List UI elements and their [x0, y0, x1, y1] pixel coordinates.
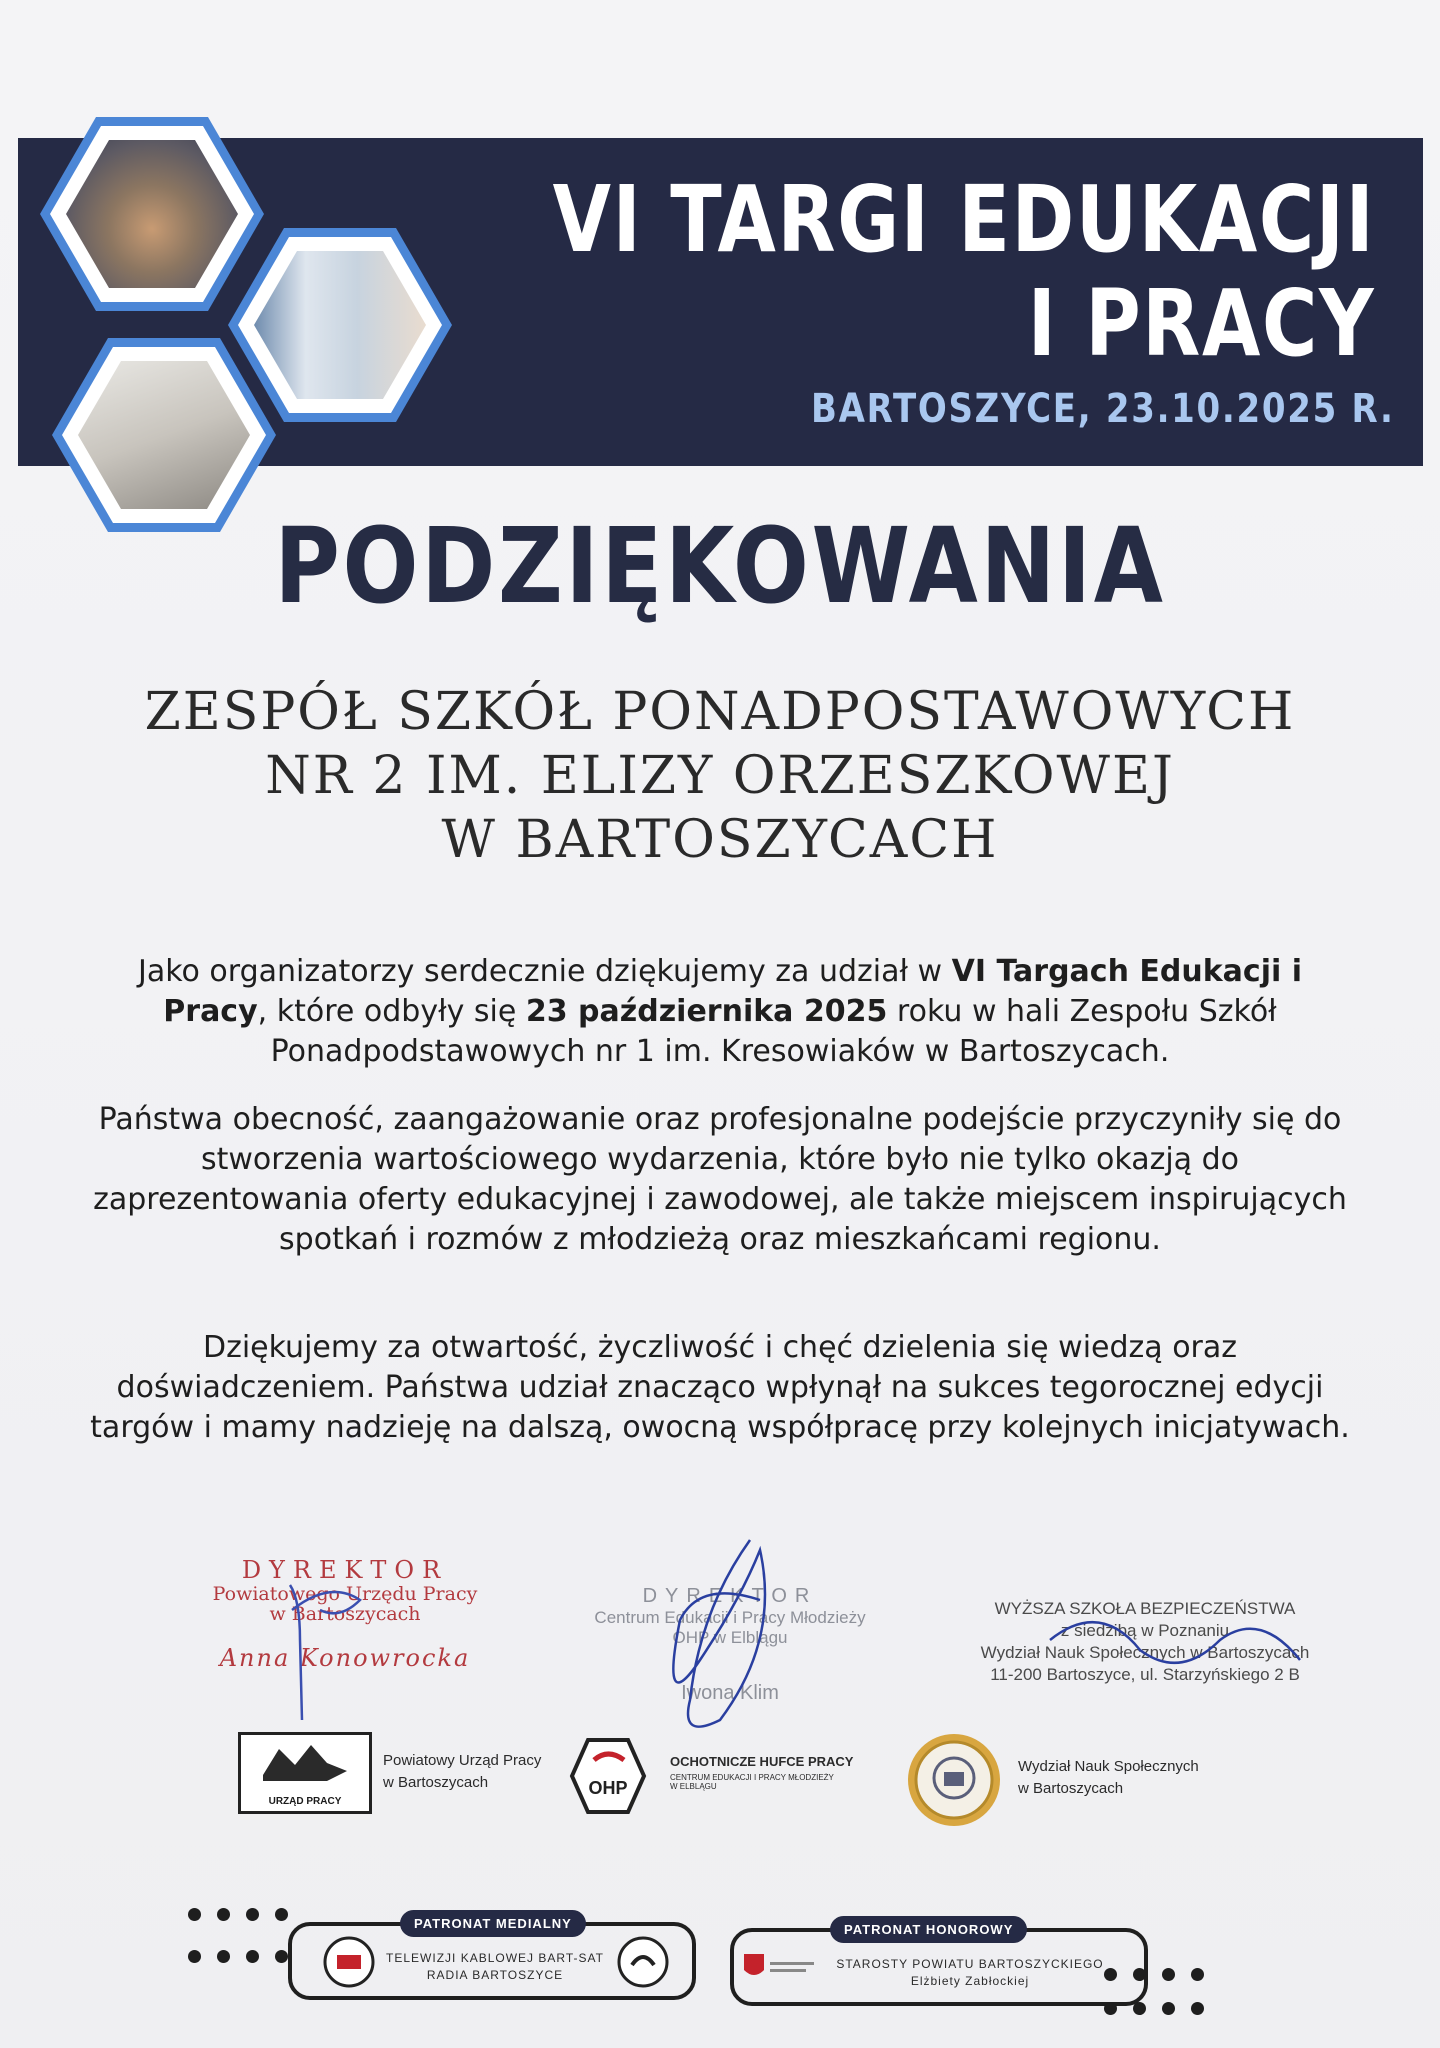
decor-dot [246, 1908, 259, 1921]
decor-dot [188, 1908, 201, 1921]
decor-dot [1162, 2002, 1175, 2015]
stamp-wsb: WYŻSZA SZKOŁA BEZPIECZEŃSTWA z siedzibą w Poznaniu Wydział Nauk Społecznych w Bartoszycach 11-200 Bartoszyce, ul. Starzyńskiego 2 B [980, 1599, 1310, 1684]
decor-dot [1104, 1968, 1117, 1981]
powiat-logo-icon [740, 1950, 820, 1984]
wsb-logo-label: Wydział Nauk Społecznych w Bartoszycach [1018, 1758, 1199, 1797]
pup-logo: URZĄD PRACY [238, 1732, 372, 1814]
recipient-line3: W BARTOSZYCACH [441, 810, 999, 870]
decor-dot [217, 1950, 230, 1963]
recipient-line2: NR 2 IM. ELIZY ORZESZKOWEJ [265, 746, 1175, 806]
event-title-line1: VI TARGI EDUKACJI [552, 166, 1375, 273]
thanks-paragraph-1: Jako organizatorzy serdecznie dziękujemy za udział w VI Targach Edukacji i Pracy, które odbyły się 23 października 2025 roku w hali Zespołu Szkół Ponadpodstawowych nr 1 im. Kresowiaków w Bartoszycach. [137, 954, 1302, 1069]
svg-text:OHP: OHP [588, 1778, 628, 1798]
recipient-line1: ZESPÓŁ SZKÓŁ PONADPOSTAWOWYCH [144, 682, 1296, 742]
signature-pup-director: DYREKTOR Powiatowego Urzędu Pracy w Bartoszycach Anna Konowrocka [212, 1556, 478, 1672]
honor-patronage-tag: PATRONAT HONOROWY [830, 1916, 1027, 1943]
bartsat-logo-icon [616, 1935, 670, 1989]
pup-logo-icon [241, 1735, 369, 1791]
decor-dot [1191, 1968, 1204, 1981]
wsb-seal-icon [904, 1730, 1004, 1830]
decor-dot [188, 1950, 201, 1963]
event-date-place: BARTOSZYCE, 23.10.2025 R. [811, 386, 1395, 432]
decor-dot [275, 1908, 288, 1921]
decor-dot [1104, 2002, 1117, 2015]
decor-dot [275, 1950, 288, 1963]
media-patronage-text: TELEWIZJI KABLOWEJ BART-SAT RADIA BARTOSZYCE [386, 1951, 604, 1982]
decor-dot [246, 1950, 259, 1963]
ohp-logo-label: OCHOTNICZE HUFCE PRACY CENTRUM EDUKACJI I PRACY MŁODZIEŻY W ELBLĄGU [670, 1754, 854, 1791]
document-heading: PODZIĘKOWANIA [274, 505, 1166, 627]
decor-dot [1133, 2002, 1146, 2015]
decor-dot [1191, 2002, 1204, 2015]
decor-dot [217, 1908, 230, 1921]
ohp-logo-icon [568, 1736, 648, 1816]
signature-ohp-director: DYREKTOR Centrum Edukacji i Pracy Młodzieży OHP w Elblągu Iwona Klim [594, 1585, 866, 1704]
honor-patronage-text: STAROSTY POWIATU BARTOSZYCKIEGO Elżbiety Zabłockiej [836, 1957, 1104, 1988]
thanks-paragraph-3: Dziękujemy za otwartość, życzliwość i chęć dzielenia się wiedzą oraz doświadczeniem. Państwa udział znacząco wpłynął na sukces tegorocznej edycji targów i mamy nadzieję na dalszą, owocną współpracę przy kolejnych inicjatywach. [90, 1330, 1350, 1445]
event-title-line2: I PRACY [1027, 270, 1375, 377]
radio-logo-icon [322, 1935, 376, 1989]
decor-dot [1133, 1968, 1146, 1981]
thanks-paragraph-2: Państwa obecność, zaangażowanie oraz profesjonalne podejście przyczyniły się do stworzenia wartościowego wydarzenia, które było nie tylko okazją do zaprezentowania oferty edukacyjnej i zawodowej, ale także miejscem inspirujących spotkań i rozmów z młodzieżą oraz mieszkańcami regionu. [93, 1102, 1347, 1257]
decor-dot [1162, 1968, 1175, 1981]
media-patronage-tag: PATRONAT MEDIALNY [400, 1910, 586, 1937]
pup-logo-label: Powiatowy Urząd Pracy w Bartoszycach [383, 1752, 542, 1791]
